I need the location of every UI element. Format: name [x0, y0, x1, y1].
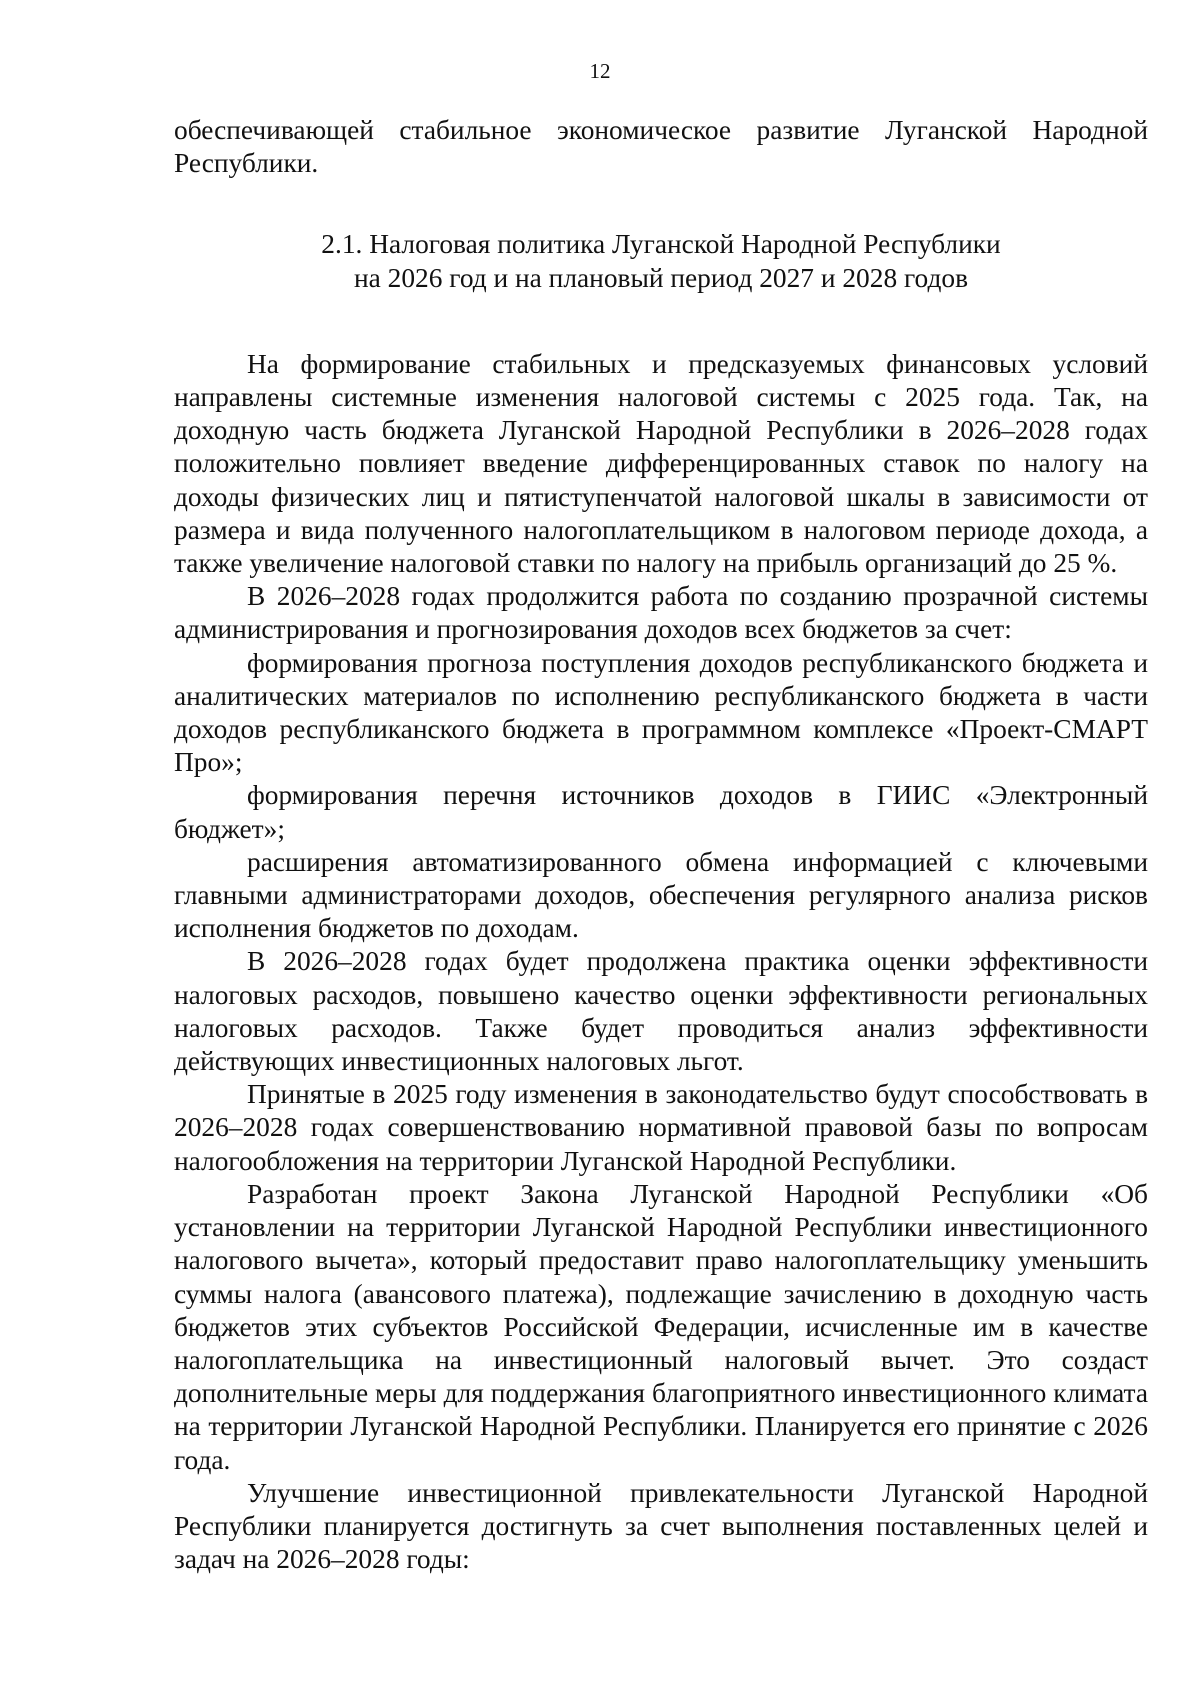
section-heading-line-2: на 2026 год и на плановый период 2027 и 2028 годов [353, 262, 969, 293]
paragraph: В 2026–2028 годах продолжится работа по созданию прозрачной системы администрирования и прогнозирования доходов всех бюджетов за счет: [174, 581, 1148, 645]
paragraph: Разработан проект Закона Луганской Народной Республики «Об установлении на территории Луганской Народной Республики инвестиционного налогового вычета», который предоставит право налогоплательщику уменьшить суммы налога (авансового платежа), подлежащие зачислению в доходную часть бюджетов этих субъектов Российской Федерации, исчисленные им в качестве налогоплательщика на инвестиционный налоговый вычет. Это создаст дополнительные меры для поддержания благоприятного инвестиционного климата на территории Луганской Народной Республики. Планируется его принятие с 2026 года. [174, 1178, 1148, 1475]
section-heading [174, 228, 1148, 294]
paragraph: Улучшение инвестиционной привлекательности Луганской Народной Республики планируется достигнуть за счет выполнения поставленных целей и задач на 2026–2028 годы: [174, 1477, 1148, 1575]
document-body [174, 114, 1148, 1576]
paragraph: В 2026–2028 годах будет продолжена практика оценки эффективности налоговых расходов, повышено качество оценки эффективности региональных налоговых расходов. Также будет проводиться анализ эффективности действующих инвестиционных налоговых льгот. [174, 946, 1148, 1077]
list-item-paragraph: формирования прогноза поступления доходов республиканского бюджета и аналитических материалов по исполнению республиканского бюджета в части доходов республиканского бюджета в программном комплексе «Проект-СМАРТ Про»; [174, 647, 1148, 778]
paragraph: На формирование стабильных и предсказуемых финансовых условий направлены системные изменения налоговой системы с 2025 года. Так, на доходную часть бюджета Луганской Народной Республики в 2026–2028 годах положительно повлияет введение дифференцированных ставок по налогу на доходы физических лиц и пятиступенчатой налоговой шкалы в зависимости от размера и вида полученного налогоплательщиком в налоговом периоде дохода, а также увеличение налоговой ставки по налогу на прибыль организаций до 25 %. [174, 348, 1148, 579]
paragraph: Принятые в 2025 году изменения в законодательство будут способствовать в 2026–2028 годах совершенствованию нормативной правовой базы по вопросам налогообложения на территории Луганской Народной Республики. [174, 1079, 1148, 1176]
section-heading-line-1: 2.1. Налоговая политика Луганской Народной Республики [321, 229, 1001, 260]
list-item-paragraph: расширения автоматизированного обмена информацией с ключевыми главными администраторами доходов, обеспечения регулярного анализа рисков исполнения бюджетов по доходам. [174, 846, 1148, 944]
page-number: 12 [589, 59, 611, 83]
paragraph-continuation: обеспечивающей стабильное экономическое развитие Луганской Народной Республики. [174, 115, 1148, 179]
list-item-paragraph: формирования перечня источников доходов в ГИИС «Электронный бюджет»; [174, 780, 1148, 844]
